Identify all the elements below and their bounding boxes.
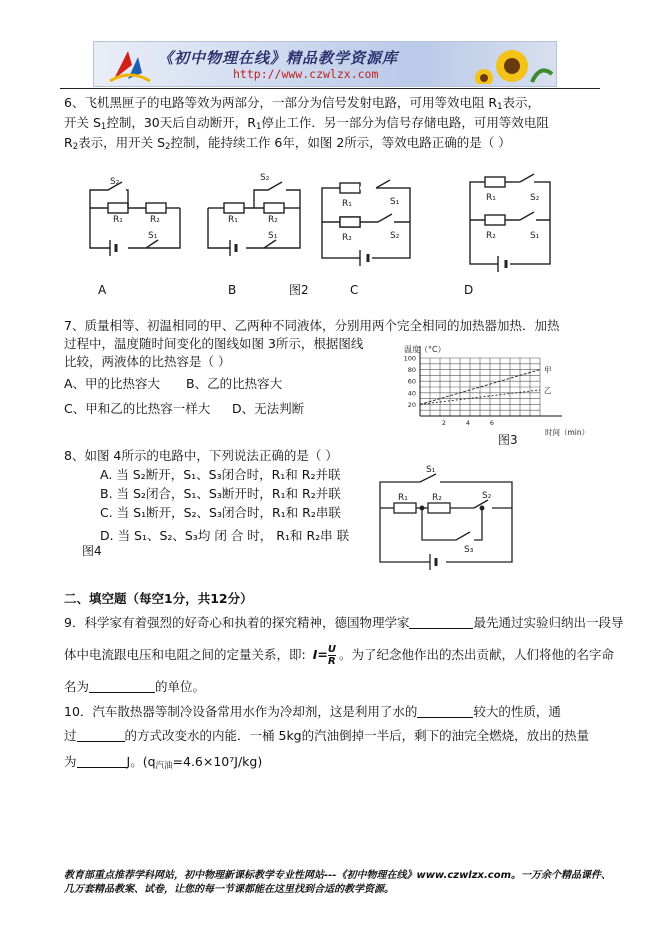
- svg-text:R₁: R₁: [228, 215, 238, 225]
- svg-text:R₂: R₂: [432, 493, 442, 503]
- svg-text:S₂: S₂: [530, 193, 540, 203]
- q7-option-b: B、乙的比热容大: [186, 376, 283, 391]
- svg-text:S₁: S₁: [268, 231, 278, 241]
- svg-text:R₂: R₂: [150, 215, 160, 225]
- q10-line-1: 10．汽车散热器等制冷设备常用水作为冷却剂，这是利用了水的 较大的性质，通: [64, 704, 561, 719]
- svg-text:R₁: R₁: [398, 493, 408, 503]
- option-d-label: D: [464, 283, 474, 297]
- q10-blank-2[interactable]: [77, 729, 125, 742]
- q10-blank-1[interactable]: [417, 705, 473, 718]
- figure-3-label: 图3: [498, 433, 518, 447]
- chart-y-tick-label: 100: [403, 354, 416, 363]
- q7-line-2: 过程中，温度随时间变化的图线如图 3所示，根据图线: [64, 336, 364, 351]
- figure-3-chart: [390, 340, 605, 440]
- q8-line-1: 8、如图 4所示的电路中，下列说法正确的是（ ）: [64, 448, 338, 463]
- q7-line-3: 比较，两液体的比热容是（ ）: [64, 354, 231, 369]
- figure-4-circuit: [370, 462, 520, 570]
- svg-text:S₂: S₂: [260, 173, 270, 183]
- sunflower-icon: [472, 44, 554, 84]
- ohms-law-formula: I= $\frac{U}{R}$: [312, 644, 336, 667]
- chart-series-label: 甲: [544, 365, 552, 375]
- chart-y-tick-label: 40: [407, 389, 416, 398]
- svg-text:S₁: S₁: [426, 465, 436, 475]
- svg-text:S₂: S₂: [110, 177, 120, 187]
- circuit-b: [208, 173, 300, 256]
- chart-x-tick-label: 6: [489, 419, 495, 427]
- q7-option-c: C、甲和乙的比热容一样大: [64, 401, 211, 416]
- q6-line-2: 开关 $S_1$控制，30天后自动断开，$R_1$停止工作．另一部分为信号存储电路，可用等效电阻: [64, 115, 549, 132]
- option-a-label: A: [98, 283, 107, 297]
- option-b-label: B: [228, 283, 237, 297]
- svg-text:S₁: S₁: [148, 231, 158, 241]
- chart-series-label: 乙: [544, 385, 552, 395]
- svg-text:S₂: S₂: [482, 491, 492, 501]
- q10-line-3: 为 J。$(q_{汽油}=4.6\times 10^7J/kg)$: [64, 754, 263, 771]
- svg-text:S₃: S₃: [464, 545, 474, 555]
- chart-y-tick-label: 20: [407, 400, 416, 409]
- chart-y-tick-label: 60: [407, 377, 416, 386]
- q8-option-c: C. 当 S₁断开，S₂、S₃闭合时，R₁和 R₂串联: [100, 505, 341, 520]
- svg-text:S₁: S₁: [390, 197, 400, 207]
- q9-blank-1[interactable]: [409, 616, 473, 629]
- site-url[interactable]: http://www.czwlzx.com: [233, 67, 379, 81]
- q7-option-d: D、无法判断: [232, 401, 305, 416]
- q10-blank-3[interactable]: [77, 755, 127, 768]
- q9-line-1: 9．科学家有着强烈的好奇心和执着的探究精神，德国物理学家 最先通过实验归纳出一段导: [64, 615, 624, 630]
- chart-x-label: 时间（min）: [545, 428, 590, 437]
- q8-option-a: A. 当 S₂断开，S₁、S₃闭合时，R₁和 R₂并联: [100, 467, 341, 482]
- figure-2-label: 图2: [289, 283, 309, 297]
- site-logo-icon: [108, 45, 152, 83]
- option-c-label: C: [350, 283, 359, 297]
- circuit-c: [322, 180, 410, 266]
- svg-text:R₁: R₁: [342, 199, 352, 209]
- footer-line-2: 几万套精品教案、试卷，让您的每一节课都能在这里找到合适的教学资源。: [64, 884, 394, 895]
- svg-text:R₂: R₂: [486, 231, 496, 241]
- q8-option-d: D. 当 S₁、S₂、S₃均 闭 合 时， R₁和 R₂串 联: [100, 528, 350, 543]
- site-title: 《初中物理在线》精品教学资源库: [158, 49, 399, 67]
- chart-y-label: 温度（°C）: [404, 345, 446, 354]
- q9-blank-2[interactable]: [89, 680, 155, 693]
- q6-line-3: $R_2$表示，用开关 $S_2$控制，能持续工作 6年，如图 2所示，等效电路正确的是（ ）: [64, 135, 511, 152]
- section-2-heading: 二、填空题（每空1分，共12分）: [64, 591, 253, 606]
- figure-4-label: 图4: [82, 544, 102, 558]
- chart-x-tick-label: 2: [441, 419, 447, 427]
- q7-option-a: A、甲的比热容大: [64, 376, 161, 391]
- q9-line-3: 名为 的单位。: [64, 679, 206, 694]
- chart-y-tick-label: 80: [407, 366, 416, 375]
- chart-x-tick-label: 4: [465, 419, 471, 427]
- q6-line-1: 6、飞机黑匣子的电路等效为两部分，一部分为信号发射电路，可用等效电阻 $R_1$表示，: [64, 95, 541, 112]
- q10-line-2: 过 的方式改变水的内能．一桶 5kg的汽油倒掉一半后，剩下的油完全燃烧，放出的热量: [64, 728, 590, 743]
- circuit-a: [90, 177, 180, 256]
- svg-text:S₁: S₁: [530, 231, 540, 241]
- header-divider: [60, 88, 600, 89]
- q8-option-b: B. 当 S₂闭合，S₁、S₃断开时，R₁和 R₂并联: [100, 486, 341, 501]
- q7-line-1: 7、质量相等、初温相同的甲、乙两种不同液体，分别用两个完全相同的加热器加热．加热: [64, 318, 560, 333]
- svg-text:R₂: R₂: [342, 233, 352, 243]
- figure-2-circuits: [60, 160, 620, 280]
- q9-line-2: 体中电流跟电压和电阻之间的定量关系，即: I= $\frac{U}{R}$ 。为了纪念他作出的杰出贡献，人们将他的名字命: [64, 644, 614, 667]
- svg-text:R₂: R₂: [268, 215, 278, 225]
- svg-text:R₁: R₁: [113, 215, 123, 225]
- svg-text:S₂: S₂: [390, 231, 400, 241]
- circuit-d: [470, 174, 550, 272]
- svg-text:R₁: R₁: [486, 193, 496, 203]
- footer-line-1: 教育部重点推荐学科网站，初中物理新课标教学专业性网站---《初中物理在线》www.czwlzx.com。一万余个精品课件、: [64, 870, 612, 881]
